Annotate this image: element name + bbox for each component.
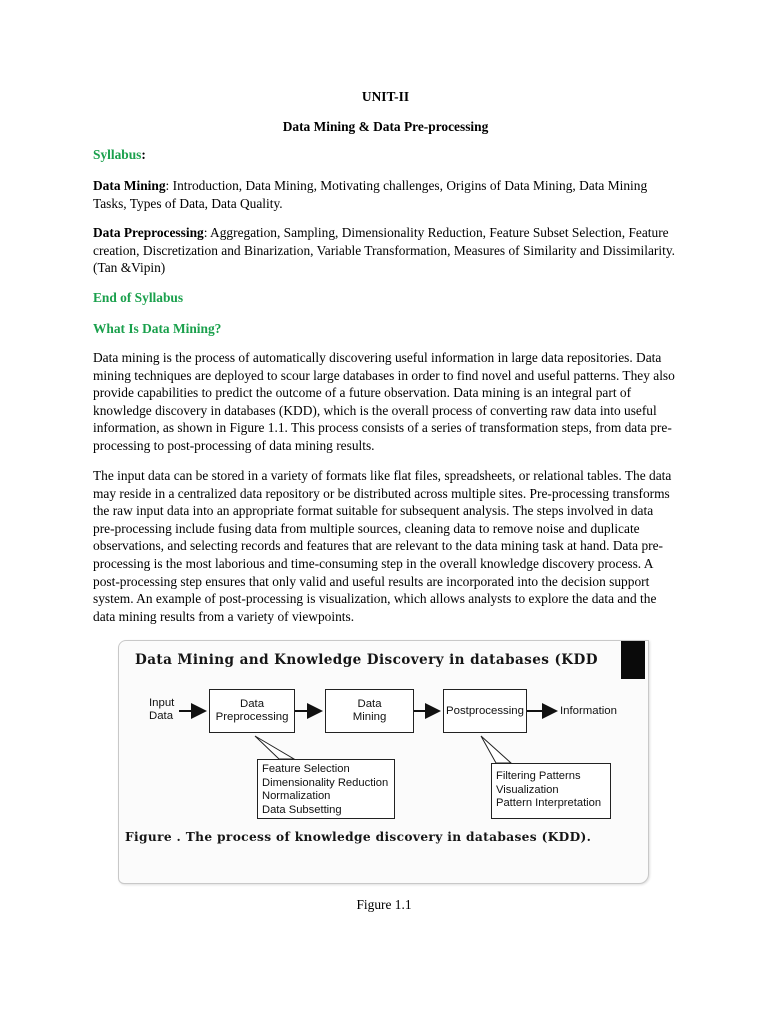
preprocessing-details-box (257, 759, 395, 819)
unit-heading: UNIT-II (361, 89, 410, 104)
end-of-syllabus: End of Syllabus (93, 290, 184, 305)
preprocessing-topics: : Aggregation, Sampling, Dimensionality Reduction, Feature Subset Selection, Feature creation, Discretization and Binarization, Variable Transformation, Measures of Similarity and Dissimilarity. (Tan &Vipin) (93, 225, 675, 276)
pre-item: Feature Selection (262, 763, 350, 775)
box-data-preprocessing (209, 689, 295, 733)
syllabus-preprocessing (93, 224, 678, 277)
document-title: Data Mining & Data Pre-processing (282, 119, 489, 134)
callout-pointer-preprocessing (255, 736, 294, 759)
input-label-line1: Input (149, 697, 175, 709)
pre-item: Normalization (262, 790, 331, 803)
callout-pointer-postprocessing (481, 736, 511, 763)
box1-line2: Preprocessing (215, 711, 289, 723)
preprocessing-term: Data Preprocessing (93, 225, 204, 240)
figure-number-label: Figure 1.1 (356, 897, 412, 912)
pre-item: Dimensionality Reduction (262, 776, 389, 789)
box-postprocessing: Postprocessing (443, 689, 527, 733)
syllabus-data-mining (93, 177, 678, 212)
paragraph-1: Data mining is the process of automatically discovering useful information in large data repositories. Data mining techniques are deployed to scour large databases in order to find novel and useful patterns. They also provide capabilities to predict the outcome of a future observation. Data mining is an integral part of knowledge discovery in databases (KDD), which is the overall process of converting raw data into useful information, as shown in Figure 1.1. This process consists of a series of transformation steps, from data pre-processing to post-processing of data mining results. (93, 350, 675, 453)
figure-caption: Figure . The process of knowledge discovery in databases (KDD). (125, 830, 592, 844)
paragraph-2: The input data can be stored in a variety of formats like flat files, spreadsheets, or relational tables. The data may reside in a centralized data repository or be distributed across multiple sites. Pre-processing transforms the raw input data into an appropriate format suitable for subsequent analysis. The steps involved in data pre-processing include fusing data from multiple sources, cleaning data to remove noise and duplicate observations, and selecting records and features that are relevant to the data mining task at hand. Data pre-processing is the most laborious and time-consuming step in the overall knowledge discovery process. A post-processing step ensures that only valid and useful results are incorporated into the decision support system. An example of post-processing is visualization, which allows analysts to explore the data and the data mining results from a variety of viewpoints. (93, 468, 672, 624)
syllabus-colon: : (141, 147, 146, 162)
input-label-line2: Data (149, 710, 174, 722)
box2-line1: Data (357, 698, 382, 710)
postprocessing-details-box (491, 763, 611, 819)
input-data-label (149, 697, 174, 723)
data-mining-term: Data Mining (93, 178, 166, 193)
box1-line1: Data (239, 698, 265, 710)
post-item: Visualization (496, 783, 559, 796)
output-information-label: Information (560, 705, 617, 717)
syllabus-heading-line (93, 146, 678, 164)
figure-title: Data Mining and Knowledge Discovery in databases (KDD (135, 652, 598, 668)
kdd-figure (118, 640, 649, 884)
post-item: Pattern Interpretation (496, 797, 602, 810)
section-heading: What Is Data Mining? (93, 321, 222, 336)
box-data-mining (325, 689, 414, 733)
pre-item: Data Subsetting (262, 803, 342, 816)
post-item: Filtering Patterns (496, 770, 581, 782)
box2-line2: Mining (352, 711, 387, 723)
data-mining-topics: : Introduction, Data Mining, Motivating challenges, Origins of Data Mining, Data Mining Tasks, Types of Data, Data Quality. (93, 178, 648, 211)
syllabus-heading: Syllabus (93, 147, 142, 162)
